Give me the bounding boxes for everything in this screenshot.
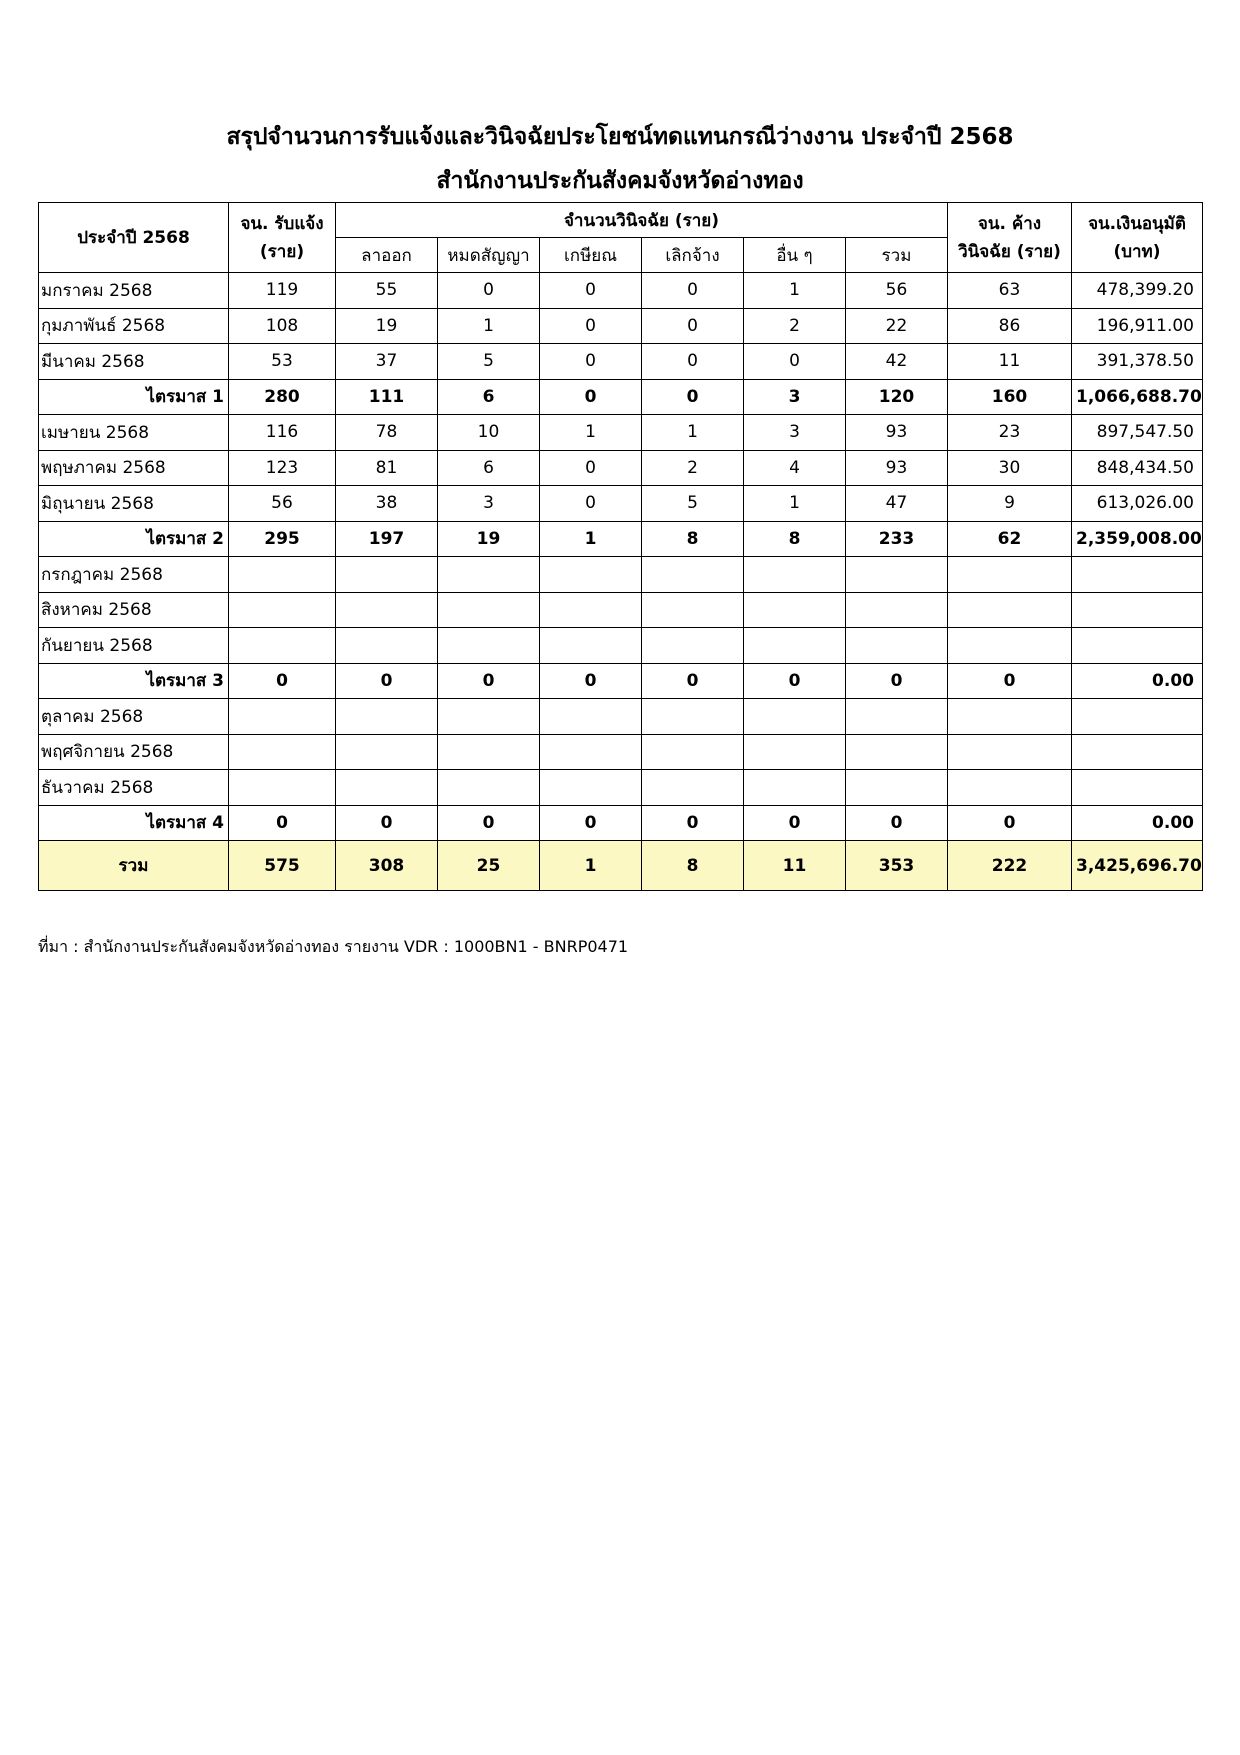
month-label: มิถุนายน 2568 [39,486,229,522]
cell-resign [336,770,438,806]
cell-contract-end [438,592,540,628]
cell-sum [846,592,948,628]
report-title: สรุปจำนวนการรับแจ้งและวินิจฉัยประโยชน์ทดแทนกรณีว่างงาน ประจำปี 2568 [226,124,1014,150]
cell-other: 1 [744,486,846,522]
month-row [39,450,1203,486]
header-pending-line2: วินิจฉัย (ราย) [958,241,1061,262]
total-label: รวม [39,841,229,891]
header-pending [948,203,1072,273]
total-row [39,841,1203,891]
cell-sum [846,557,948,593]
header-approved-line2: (บาท) [1113,241,1161,262]
cell-layoff: 1 [642,415,744,451]
total-received: 575 [229,841,336,891]
cell-retire [540,770,642,806]
cell-other [744,557,846,593]
cell-contract-end: 10 [438,415,540,451]
cell-received: 0 [229,805,336,841]
cell-other: 8 [744,521,846,557]
header-pending-line1: จน. ค้าง [977,213,1042,234]
month-label: ตุลาคม 2568 [39,699,229,735]
cell-approved [1072,699,1203,735]
cell-received [229,557,336,593]
cell-other: 0 [744,663,846,699]
quarter-label: ไตรมาส 1 [39,379,229,415]
month-label: กรกฎาคม 2568 [39,557,229,593]
cell-pending [948,592,1072,628]
cell-sum: 0 [846,663,948,699]
cell-resign [336,699,438,735]
cell-received: 119 [229,273,336,309]
cell-approved: 1,066,688.70 [1072,379,1203,415]
cell-retire: 0 [540,805,642,841]
header-received [229,203,336,273]
cell-pending: 30 [948,450,1072,486]
cell-other: 0 [744,805,846,841]
header-retire: เกษียณ [540,238,642,273]
cell-other: 3 [744,415,846,451]
cell-received: 0 [229,663,336,699]
cell-approved [1072,770,1203,806]
cell-contract-end [438,699,540,735]
month-label: ธันวาคม 2568 [39,770,229,806]
header-received-line1: จน. รับแจ้ง [240,213,324,234]
quarter-label: ไตรมาส 3 [39,663,229,699]
total-other: 11 [744,841,846,891]
month-label: พฤศจิกายน 2568 [39,734,229,770]
cell-other [744,770,846,806]
cell-layoff: 8 [642,521,744,557]
cell-retire [540,592,642,628]
cell-pending: 86 [948,308,1072,344]
cell-resign [336,628,438,664]
cell-layoff: 0 [642,379,744,415]
cell-retire [540,734,642,770]
month-label: มกราคม 2568 [39,273,229,309]
cell-retire: 0 [540,486,642,522]
cell-layoff [642,592,744,628]
cell-other: 0 [744,344,846,380]
quarter-label: ไตรมาส 4 [39,805,229,841]
cell-sum [846,770,948,806]
cell-resign [336,557,438,593]
cell-pending: 0 [948,805,1072,841]
cell-sum: 47 [846,486,948,522]
cell-received [229,734,336,770]
header-period: ประจำปี 2568 [39,203,229,273]
month-row [39,592,1203,628]
cell-approved: 613,026.00 [1072,486,1203,522]
cell-received [229,592,336,628]
cell-layoff: 0 [642,805,744,841]
cell-contract-end: 0 [438,805,540,841]
cell-pending: 62 [948,521,1072,557]
quarter-row [39,663,1203,699]
cell-resign: 37 [336,344,438,380]
cell-approved [1072,592,1203,628]
cell-layoff: 2 [642,450,744,486]
cell-layoff [642,699,744,735]
cell-other: 1 [744,273,846,309]
cell-pending [948,699,1072,735]
month-row [39,486,1203,522]
cell-approved [1072,628,1203,664]
cell-retire: 0 [540,344,642,380]
month-row [39,557,1203,593]
cell-sum: 0 [846,805,948,841]
cell-pending: 0 [948,663,1072,699]
cell-contract-end [438,557,540,593]
month-row [39,308,1203,344]
cell-received: 108 [229,308,336,344]
cell-contract-end: 0 [438,273,540,309]
cell-sum [846,628,948,664]
cell-other [744,628,846,664]
cell-resign: 55 [336,273,438,309]
cell-layoff: 5 [642,486,744,522]
cell-approved: 196,911.00 [1072,308,1203,344]
table-body [39,273,1203,891]
cell-sum: 56 [846,273,948,309]
cell-resign: 0 [336,663,438,699]
month-label: กุมภาพันธ์ 2568 [39,308,229,344]
cell-pending: 9 [948,486,1072,522]
cell-retire: 0 [540,379,642,415]
header-resign: ลาออก [336,238,438,273]
cell-contract-end [438,628,540,664]
cell-layoff: 0 [642,344,744,380]
header-approved [1072,203,1203,273]
cell-retire: 1 [540,521,642,557]
cell-other [744,734,846,770]
cell-other: 2 [744,308,846,344]
cell-contract-end: 3 [438,486,540,522]
cell-approved [1072,734,1203,770]
cell-layoff: 0 [642,308,744,344]
header-sum: รวม [846,238,948,273]
cell-resign: 111 [336,379,438,415]
cell-received [229,770,336,806]
cell-contract-end: 1 [438,308,540,344]
month-label: สิงหาคม 2568 [39,592,229,628]
cell-sum: 93 [846,415,948,451]
cell-layoff [642,770,744,806]
cell-contract-end [438,734,540,770]
header-decided-group: จำนวนวินิจฉัย (ราย) [336,203,948,238]
month-label: มีนาคม 2568 [39,344,229,380]
cell-resign [336,734,438,770]
cell-other [744,699,846,735]
cell-pending [948,628,1072,664]
report-subtitle: สำนักงานประกันสังคมจังหวัดอ่างทอง [436,168,804,194]
header-contract-end: หมดสัญญา [438,238,540,273]
total-resign: 308 [336,841,438,891]
header-approved-line1: จน.เงินอนุมัติ [1088,213,1186,234]
cell-contract-end: 6 [438,379,540,415]
total-approved: 3,425,696.70 [1072,841,1203,891]
header-layoff: เลิกจ้าง [642,238,744,273]
cell-received: 123 [229,450,336,486]
month-row [39,415,1203,451]
month-row [39,273,1203,309]
cell-received [229,628,336,664]
cell-received: 295 [229,521,336,557]
quarter-row [39,521,1203,557]
total-sum: 353 [846,841,948,891]
cell-retire: 0 [540,663,642,699]
cell-approved: 848,434.50 [1072,450,1203,486]
cell-resign [336,592,438,628]
header-other: อื่น ๆ [744,238,846,273]
total-layoff: 8 [642,841,744,891]
cell-contract-end: 19 [438,521,540,557]
cell-sum [846,699,948,735]
cell-pending [948,557,1072,593]
quarter-row [39,805,1203,841]
cell-received: 53 [229,344,336,380]
cell-other [744,592,846,628]
total-retire: 1 [540,841,642,891]
cell-sum: 42 [846,344,948,380]
cell-received [229,699,336,735]
cell-received: 116 [229,415,336,451]
month-label: กันยายน 2568 [39,628,229,664]
cell-layoff [642,557,744,593]
cell-resign: 197 [336,521,438,557]
cell-layoff [642,628,744,664]
cell-resign: 81 [336,450,438,486]
cell-approved [1072,557,1203,593]
cell-pending [948,770,1072,806]
cell-retire: 1 [540,415,642,451]
cell-pending [948,734,1072,770]
cell-sum: 233 [846,521,948,557]
cell-retire [540,699,642,735]
cell-approved: 478,399.20 [1072,273,1203,309]
source-note: ที่มา : สำนักงานประกันสังคมจังหวัดอ่างทอง รายงาน VDR : 1000BN1 - BNRP0471 [38,937,629,956]
cell-retire: 0 [540,273,642,309]
header-received-line2: (ราย) [259,241,305,262]
cell-approved: 2,359,008.00 [1072,521,1203,557]
quarter-row [39,379,1203,415]
cell-sum: 120 [846,379,948,415]
cell-approved: 391,378.50 [1072,344,1203,380]
cell-received: 280 [229,379,336,415]
cell-sum: 93 [846,450,948,486]
month-row [39,770,1203,806]
cell-received: 56 [229,486,336,522]
month-row [39,344,1203,380]
cell-pending: 160 [948,379,1072,415]
cell-approved: 0.00 [1072,805,1203,841]
cell-layoff [642,734,744,770]
cell-layoff: 0 [642,273,744,309]
cell-other: 4 [744,450,846,486]
cell-resign: 38 [336,486,438,522]
cell-pending: 11 [948,344,1072,380]
total-contract-end: 25 [438,841,540,891]
cell-approved: 897,547.50 [1072,415,1203,451]
cell-sum [846,734,948,770]
quarter-label: ไตรมาส 2 [39,521,229,557]
cell-sum: 22 [846,308,948,344]
cell-other: 3 [744,379,846,415]
cell-pending: 23 [948,415,1072,451]
unemployment-summary-table [38,202,1203,891]
cell-layoff: 0 [642,663,744,699]
month-label: พฤษภาคม 2568 [39,450,229,486]
cell-contract-end: 6 [438,450,540,486]
total-pending: 222 [948,841,1072,891]
cell-retire [540,628,642,664]
cell-resign: 0 [336,805,438,841]
month-row [39,628,1203,664]
cell-resign: 78 [336,415,438,451]
cell-resign: 19 [336,308,438,344]
month-label: เมษายน 2568 [39,415,229,451]
cell-contract-end [438,770,540,806]
cell-retire: 0 [540,450,642,486]
cell-pending: 63 [948,273,1072,309]
month-row [39,734,1203,770]
cell-retire [540,557,642,593]
month-row [39,699,1203,735]
cell-approved: 0.00 [1072,663,1203,699]
cell-contract-end: 0 [438,663,540,699]
cell-contract-end: 5 [438,344,540,380]
cell-retire: 0 [540,308,642,344]
